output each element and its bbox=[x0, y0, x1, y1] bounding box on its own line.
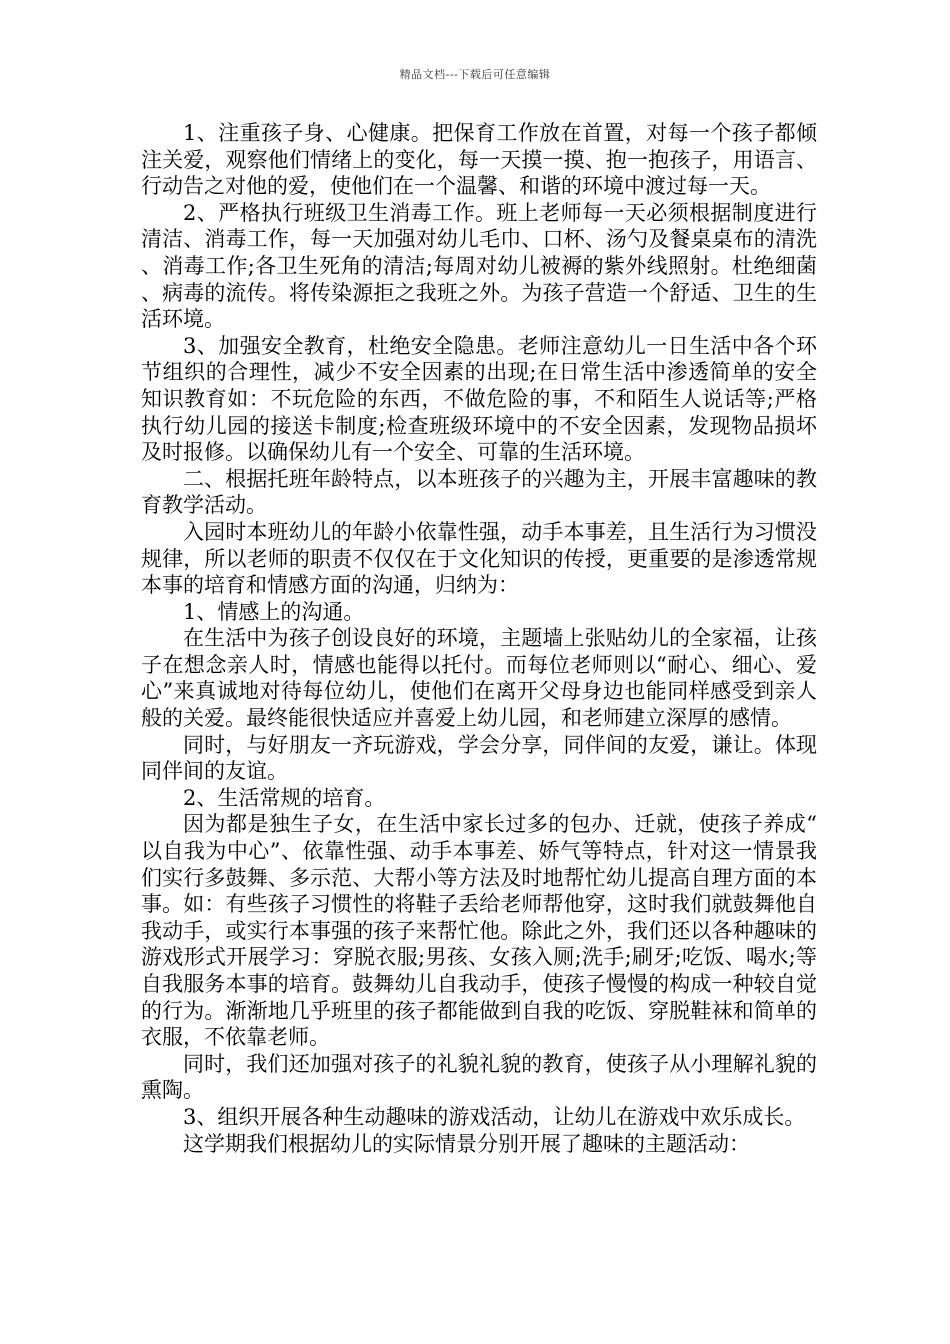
paragraph-routine-body: 因为都是独生子女，在生活中家长过多的包办、迁就，使孩子养成“以自我为中心”、依靠性强、动手本事差、娇气等特点，针对这一情景我们实行多鼓舞、多示范、大帮小等方法及时地帮忙幼儿提高自理方面的本事。如：有些孩子习惯性的将鞋子丢给老师帮他穿，这时我们就鼓舞他自我动手，或实行本事强的孩子来帮忙他。除此之外，我们还以各种趣味的游戏形式开展学习：穿脱衣服;男孩、女孩入厕;洗手;刷牙;吃饭、喝水;等自我服务本事的培育。鼓舞幼儿自我动手，使孩子慢慢的构成一种较自觉的行为。渐渐地几乎班里的孩子都能做到自我的吃饭、穿脱鞋袜和简单的衣服，不依靠老师。 bbox=[141, 812, 817, 1050]
document-body bbox=[141, 120, 817, 1157]
paragraph-hygiene-disinfection: 2、严格执行班级卫生消毒工作。班上老师每一天必须根据制度进行清洁、消毒工作，每一天加强对幼儿毛巾、口杯、汤勺及餐桌桌布的清洗、消毒工作;各卫生死角的清洁;每周对幼儿被褥的紫外线照射。杜绝细菌、病毒的流传。将传染源拒之我班之外。为孩子营造一个舒适、卫生的生活环境。 bbox=[141, 200, 817, 332]
paragraph-intro-summary: 入园时本班幼儿的年龄小依靠性强，动手本事差，且生活行为习惯没规律，所以老师的职责不仅仅在于文化知识的传授，更重要的是渗透常规本事的培育和情感方面的沟通，归纳为： bbox=[141, 519, 817, 598]
paragraph-emotional-heading: 1、情感上的沟通。 bbox=[183, 599, 365, 624]
paragraph-manners: 同时，我们还加强对孩子的礼貌礼貌的教育，使孩子从小理解礼貌的熏陶。 bbox=[141, 1051, 817, 1103]
paragraph-section-two-heading: 二、根据托班年龄特点，以本班孩子的兴趣为主，开展丰富趣味的教育教学活动。 bbox=[141, 466, 817, 518]
paragraph-routine-heading: 2、生活常规的培育。 bbox=[183, 785, 386, 810]
paragraph-theme-activities: 这学期我们根据幼儿的实际情景分别开展了趣味的主题活动： bbox=[183, 1131, 750, 1156]
paragraph-emotional-body: 在生活中为孩子创设良好的环境，主题墙上张贴幼儿的全家福，让孩子在想念亲人时，情感也能得以托付。而每位老师则以“耐心、细心、爱心”来真诚地对待每位幼儿，使他们在离开父母身边也能同样感受到亲人般的关爱。最终能很快适应并喜爱上幼儿园，和老师建立深厚的感情。 bbox=[141, 626, 817, 731]
page-header: 精品文档---下载后可任意编辑 bbox=[399, 68, 551, 81]
paragraph-friendship: 同时，与好朋友一齐玩游戏，学会分享，同伴间的友爱，谦让。体现同伴间的友谊。 bbox=[141, 732, 817, 784]
paragraph-games-heading: 3、组织开展各种生动趣味的游戏活动，让幼儿在游戏中欢乐成长。 bbox=[183, 1104, 806, 1129]
paragraph-safety-education: 3、加强安全教育，杜绝安全隐患。老师注意幼儿一日生活中各个环节组织的合理性，减少不安全因素的出现;在日常生活中渗透简单的安全知识教育如：不玩危险的东西，不做危险的事，不和陌生人说话等;严格执行幼儿园的接送卡制度;检查班级环境中的不安全因素，发现物品损坏及时报修。以确保幼儿有一个安全、可靠的生活环境。 bbox=[141, 333, 817, 465]
paragraph-health-care: 1、注重孩子身、心健康。把保育工作放在首置，对每一个孩子都倾注关爱，观察他们情绪上的变化，每一天摸一摸、抱一抱孩子，用语言、行动告之对他的爱，使他们在一个温馨、和谐的环境中渡过每一天。 bbox=[141, 121, 817, 199]
